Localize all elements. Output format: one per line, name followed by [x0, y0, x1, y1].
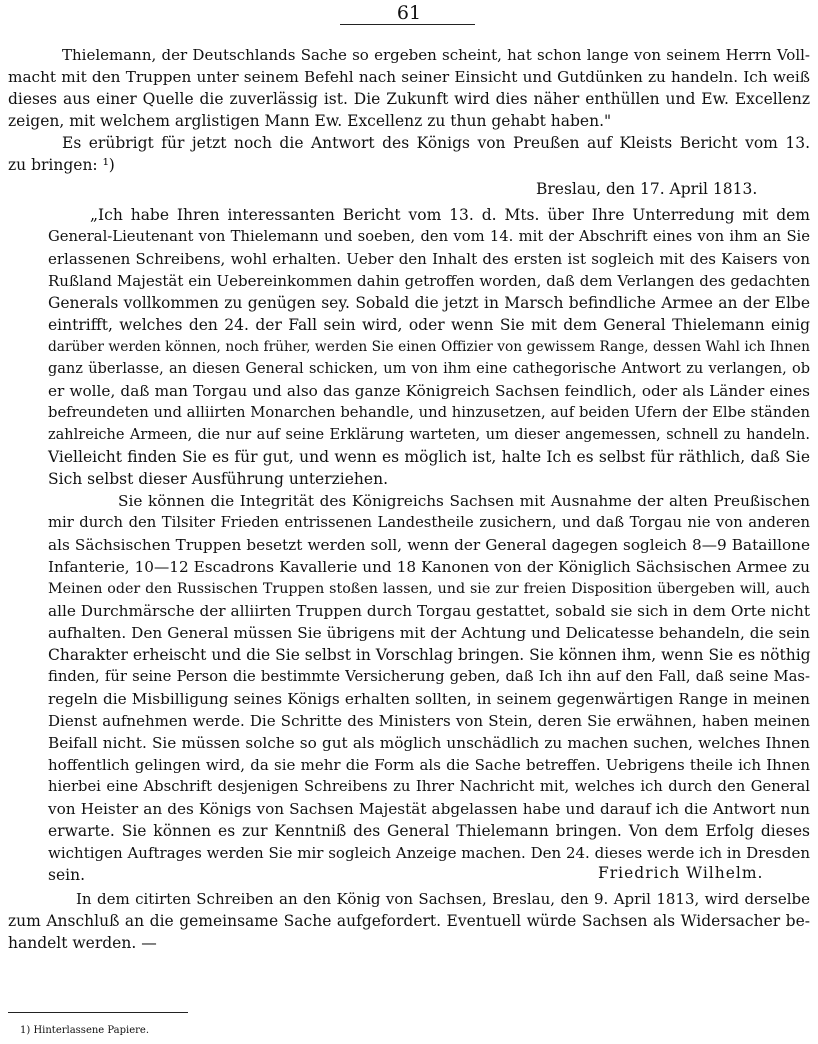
footnote-rule	[8, 1012, 188, 1013]
text-line: zahlreiche Armeen, die nur auf seine Erklärung warteten, um dieser angemessen, schnell zu handeln.	[48, 427, 810, 443]
text-line: handelt werden. —	[8, 934, 157, 952]
text-line: zeigen, mit welchem arglistigen Mann Ew. Excellenz zu thun gehabt haben."	[8, 112, 612, 130]
text-line: alle Durchmärsche der alliirten Truppen durch Torgau gestattet, sobald sie sich in dem Orte nicht	[48, 602, 810, 620]
text-line: ganz überlasse, an diesen General schicken, um von ihm eine cathegorische Antwort zu verlangen, ob	[48, 361, 810, 377]
text-line: finden, für seine Person die bestimmte Versicherung geben, daß Ich ihn auf den Fall, daß seine Mas-	[48, 668, 810, 685]
text-line: von Heister an des Königs von Sachsen Majestät abgelassen habe und darauf ich die Antwort nun	[48, 800, 810, 818]
text-line: aufhalten. Den General müssen Sie übrigens mit der Achtung und Delicatesse behandeln, die sein	[48, 624, 810, 642]
text-line: zu bringen: ¹)	[8, 156, 115, 174]
text-line: Vielleicht finden Sie es für gut, und wenn es möglich ist, halte Ich es selbst für räthlich, daß Sie	[48, 448, 810, 466]
header-rule	[340, 24, 475, 25]
text-line: sein.	[48, 866, 85, 884]
text-line: Infanterie, 10—12 Escadrons Kavallerie und 18 Kanonen von der Königlich Sächsischen Armee zu	[48, 558, 810, 576]
text-line: Sie können die Integrität des Königreichs Sachsen mit Ausnahme der alten Preußischen	[118, 492, 810, 510]
text-line: er wolle, daß man Torgau und also das ganze Königreich Sachsen feindlich, oder als Länder eines	[48, 382, 810, 400]
text-line: als Sächsischen Truppen besetzt werden soll, wenn der General dagegen sogleich 8—9 Bataillone	[48, 536, 810, 554]
text-line: Dienst aufnehmen werde. Die Schritte des Ministers von Stein, deren Sie erwähnen, haben meinen	[48, 712, 810, 730]
letter-date: Breslau, den 17. April 1813.	[536, 180, 758, 198]
text-line: hierbei eine Abschrift desjenigen Schreibens zu Ihrer Nachricht mit, welches ich durch den General	[48, 778, 810, 795]
text-line: Es erübrigt für jetzt noch die Antwort des Königs von Preußen auf Kleists Bericht vom 13.	[62, 134, 810, 152]
text-line: Sich selbst dieser Ausführung unterziehen.	[48, 470, 388, 488]
text-line: zum Anschluß an die gemeinsame Sache aufgefordert. Eventuell würde Sachsen als Widersacher be-	[8, 912, 810, 930]
text-line: dieses aus einer Quelle die zuverlässig ist. Die Zukunft wird dies näher enthüllen und Ew. Excellenz	[8, 90, 810, 108]
text-line: erlassenen Schreibens, wohl erhalten. Ueber den Inhalt des ersten ist sogleich mit des Kaisers von	[48, 250, 810, 268]
text-line: regeln die Misbilligung seines Königs erhalten sollten, in seinem gegenwärtigen Range in meinen	[48, 690, 810, 708]
text-line: befreundeten und alliirten Monarchen behandle, und hinzusetzen, auf beiden Ufern der Elbe ständen	[48, 404, 810, 421]
text-line: mir durch den Tilsiter Frieden entrissenen Landestheile zusichern, und daß Torgau nie von anderen	[48, 514, 810, 531]
text-line: Meinen oder den Russischen Truppen stoßen lassen, und sie zur freien Disposition übergeben will, auch	[48, 581, 810, 597]
text-line: Beifall nicht. Sie müssen solche so gut als möglich unschädlich zu machen suchen, welches Ihnen	[48, 734, 810, 752]
text-line: darüber werden können, noch früher, werden Sie einen Offizier von gewissem Range, dessen Wahl ich Ihnen	[48, 339, 810, 355]
text-line: erwarte. Sie können es zur Kenntniß des General Thielemann bringen. Von dem Erfolg dieses	[48, 822, 810, 840]
text-line: „Ich habe Ihren interessanten Bericht vom 13. d. Mts. über Ihre Unterredung mit dem	[90, 206, 810, 224]
text-line: In dem citirten Schreiben an den König von Sachsen, Breslau, den 9. April 1813, wird derselbe	[76, 890, 810, 908]
text-line: eintrifft, welches den 24. der Fall sein wird, oder wenn Sie mit dem General Thielemann einig	[48, 316, 810, 334]
text-line: wichtigen Auftrages werden Sie mir sogleich Anzeige machen. Den 24. dieses werde ich in Dresden	[48, 844, 810, 862]
page-number: 61	[396, 2, 422, 24]
text-line: Generals vollkommen zu genügen sey. Sobald die jetzt in Marsch befindliche Armee an der Elbe	[48, 294, 810, 312]
signature: Friedrich Wilhelm.	[598, 864, 764, 882]
text-line: General-Lieutenant von Thielemann und soeben, den vom 14. mit der Abschrift eines von ihm an Sie	[48, 228, 810, 245]
text-line: Rußland Majestät ein Uebereinkommen dahin getroffen worden, daß dem Verlangen des gedachten	[48, 272, 810, 290]
text-line: macht mit den Truppen unter seinem Befehl nach seiner Einsicht und Gutdünken zu handeln. Ich weiß	[8, 68, 810, 86]
text-line: hoffentlich gelingen wird, da sie mehr die Form als die Sache betreffen. Uebrigens theile ich Ihnen	[48, 756, 810, 774]
text-line: Charakter erheischt und die Sie selbst in Vorschlag bringen. Sie können ihm, wenn Sie es nöthig	[48, 646, 811, 664]
footnote: 1) Hinterlassene Papiere.	[20, 1025, 150, 1036]
text-line: Thielemann, der Deutschlands Sache so ergeben scheint, hat schon lange von seinem Herrn Voll-	[62, 46, 810, 64]
